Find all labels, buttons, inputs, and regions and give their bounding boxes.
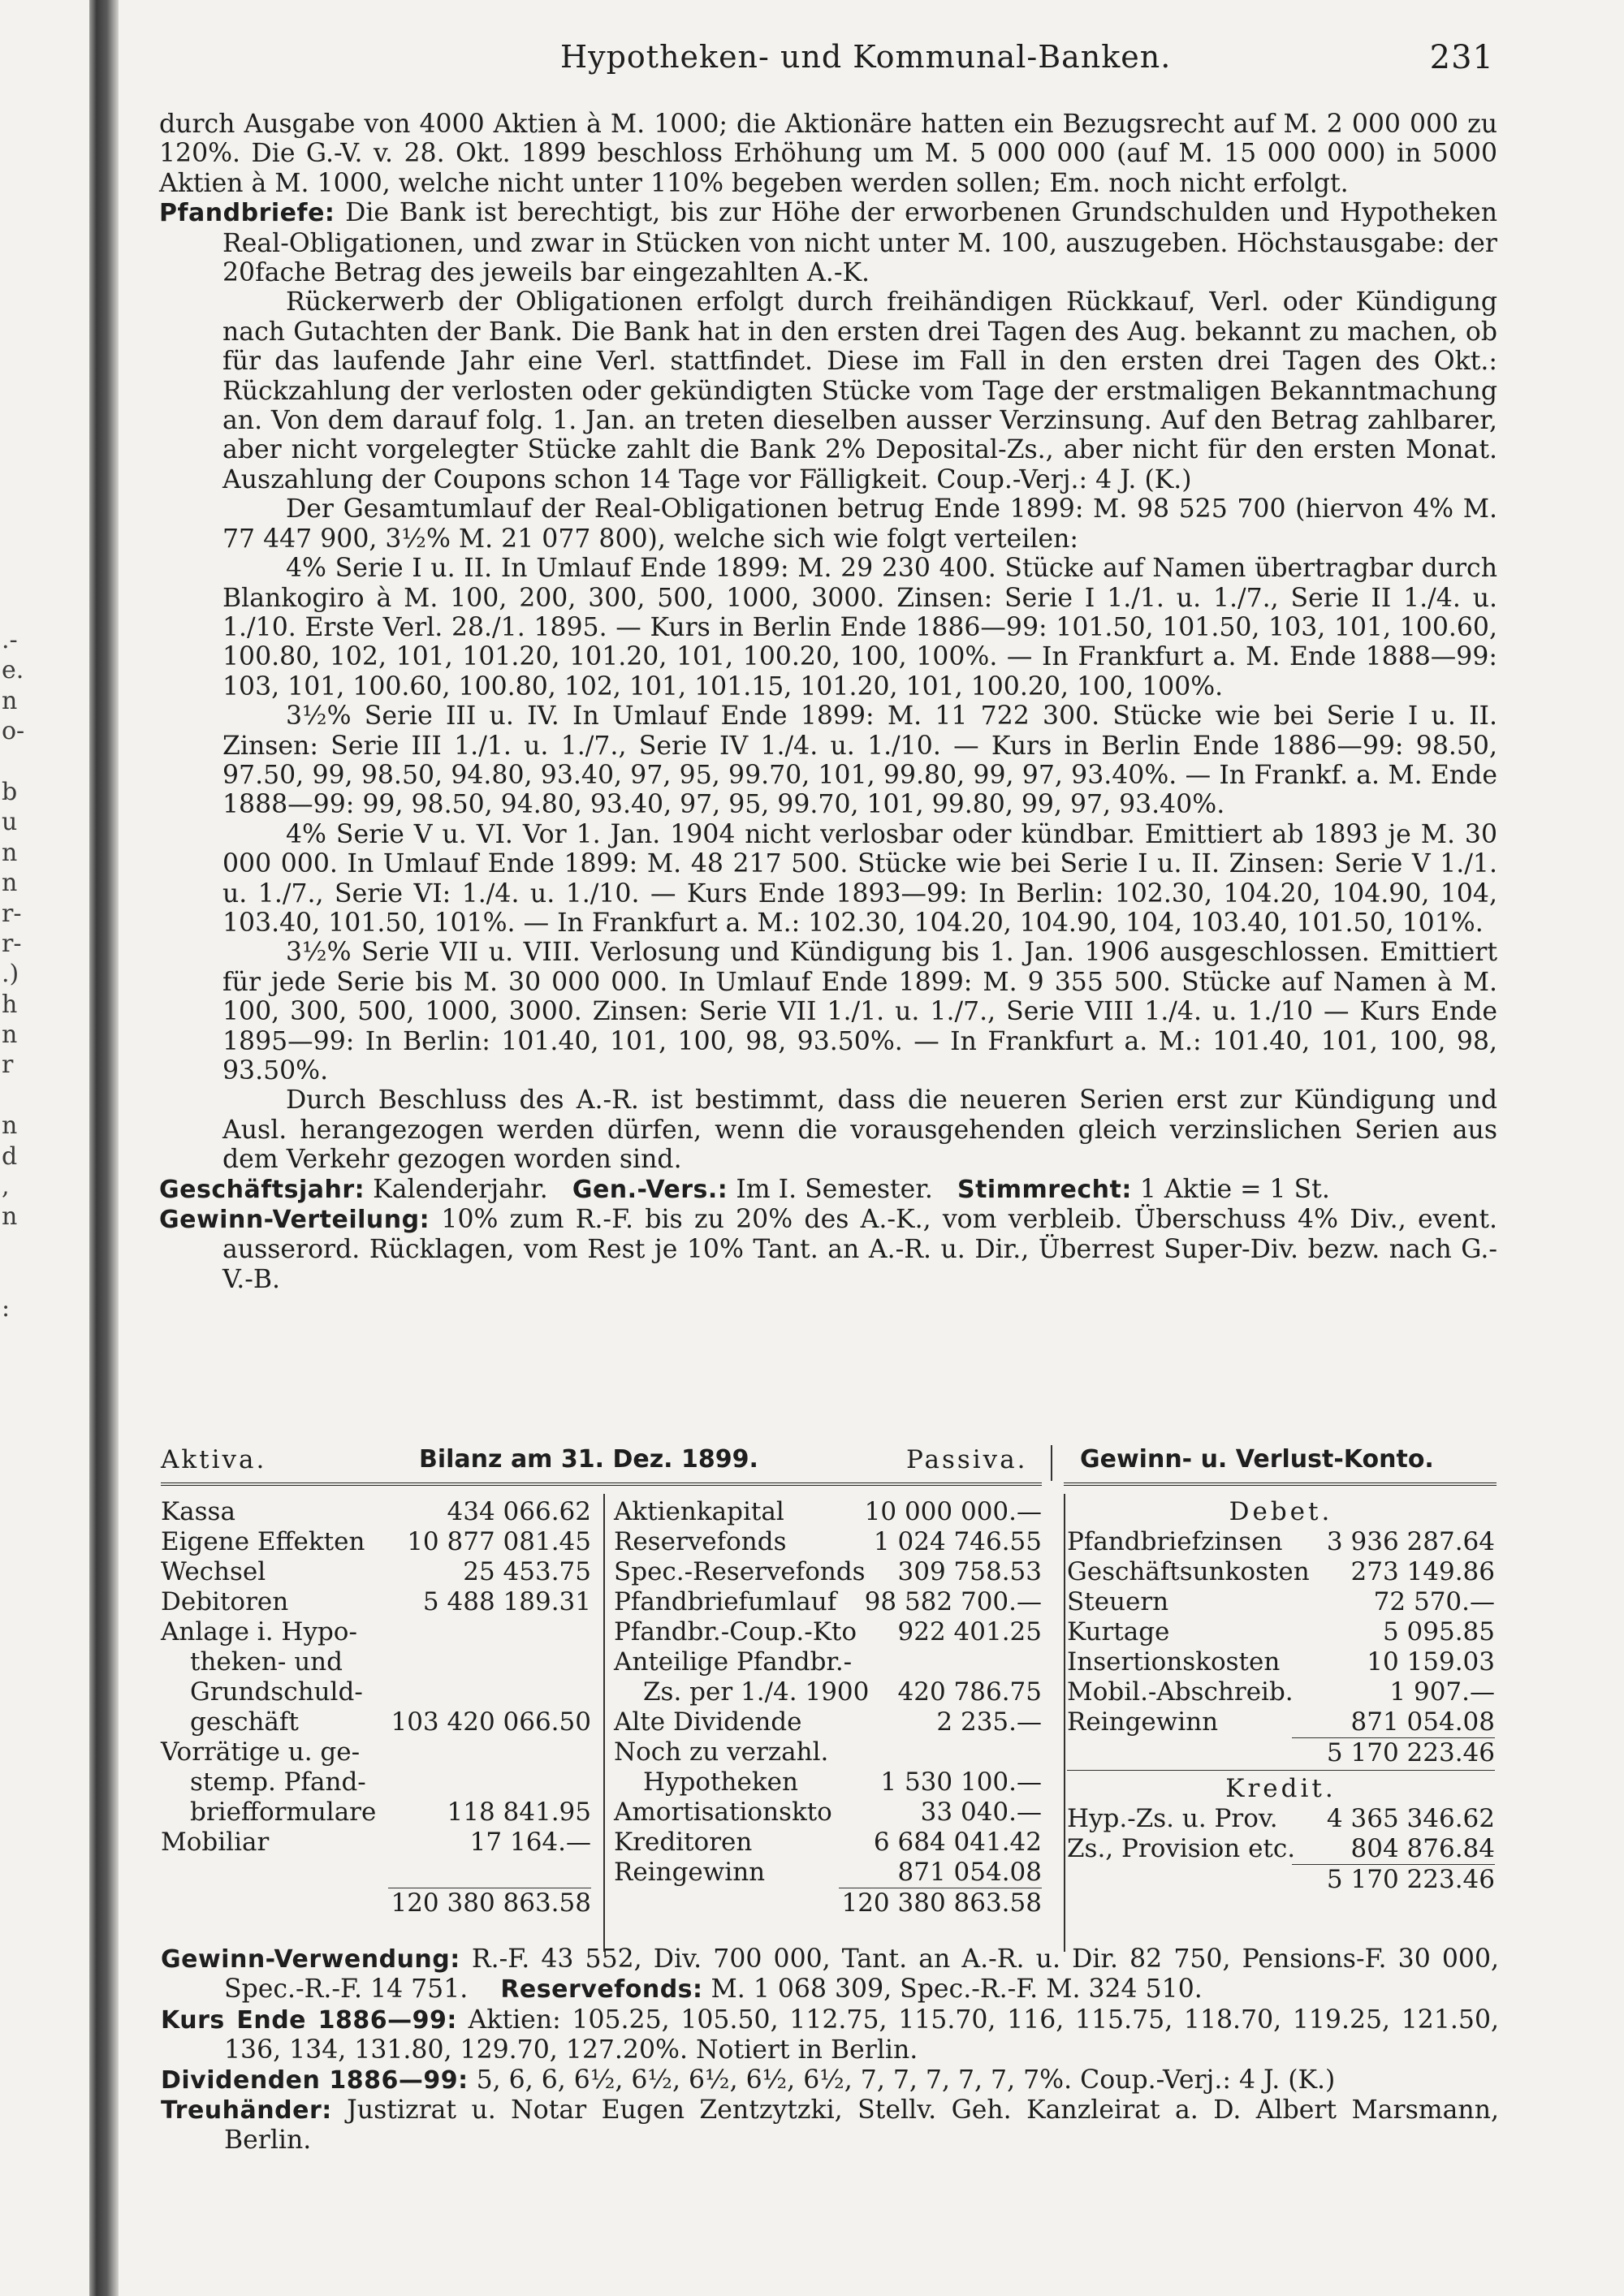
margin-fragment: n bbox=[2, 1202, 18, 1232]
gv-rule bbox=[1064, 1482, 1497, 1486]
aktiva-row bbox=[161, 1587, 591, 1617]
row-amount: 10 000 000.— bbox=[864, 1497, 1042, 1526]
section-text: 5, 6, 6, 6½, 6½, 6½, 6½, 6½, 7, 7, 7, 7, 7, 7%. Coup.-Verj.: 4 J. (K.) bbox=[476, 2065, 1336, 2095]
paragraph-serie-3: 3½% Serie III u. IV. In Umlauf Ende 1899: M. 11 722 300. Stücke wie bei Serie I u. II. Zinsen: Serie III 1./1. u. 1./7., Serie IV 1./4. u. 1./10. — Kurs in Berlin Ende 1886—99: 98.50, 97.50, 99, 98.50, 94.80, 93.40, 97, 95, 99.70, 101, 99.80, 99, 97, 93.40%. — In Frankf. a. M. Ende 1888—99: 99, 98.50, 94.80, 93.40, 97, 95, 99.70, 101, 99.80, 99, 97, 93.40%. bbox=[222, 701, 1497, 820]
row-label: geschäft bbox=[190, 1707, 299, 1737]
section-text: Justizrat u. Notar Eugen Zentzytzki, Stellv. Geh. Kanzleirat a. D. Albert Marsmann, Berlin. bbox=[224, 2095, 1499, 2156]
row-label: Anteilige Pfandbr.- bbox=[614, 1647, 853, 1677]
passiva-row bbox=[614, 1858, 1042, 1888]
row-label: Reingewinn bbox=[1067, 1707, 1219, 1737]
row-amount: 17 164.— bbox=[469, 1828, 591, 1857]
row-amount: 5 488 189.31 bbox=[422, 1587, 591, 1616]
section-label: Pfandbriefe: bbox=[159, 199, 335, 228]
margin-fragment bbox=[2, 1323, 26, 1353]
debet-row bbox=[1067, 1647, 1495, 1677]
passiva-row bbox=[614, 1527, 1042, 1557]
passiva-label: Passiva. bbox=[906, 1445, 1028, 1474]
section-label: Stimmrecht: bbox=[957, 1175, 1132, 1204]
section-label: Dividenden 1886—99: bbox=[161, 2065, 469, 2095]
passiva-row bbox=[614, 1557, 1042, 1587]
row-label: Pfandbriefzinsen bbox=[1067, 1527, 1283, 1556]
debet-row bbox=[1067, 1587, 1495, 1617]
margin-fragment: h bbox=[2, 990, 18, 1019]
balance-title: Bilanz am 31. Dez. 1899. bbox=[419, 1445, 758, 1474]
aktiva-row bbox=[161, 1497, 591, 1527]
row-amount: 5 170 223.46 bbox=[1326, 1865, 1495, 1894]
section-text: 10% zum R.-F. bis zu 20% des A.-K., vom verbleib. Überschuss 4% Div., event. ausserord. Rücklagen, vom Rest je 10% Tant. an A.-R. u. Dir., Überrest Super-Div. bezw. nach G.-V.-B. bbox=[222, 1205, 1498, 1294]
debet-row bbox=[1067, 1557, 1495, 1587]
passiva-row bbox=[614, 1587, 1042, 1617]
row-label: briefformulare bbox=[190, 1798, 377, 1827]
row-amount: 3 936 287.64 bbox=[1326, 1527, 1495, 1556]
row-amount: 120 380 863.58 bbox=[391, 1888, 591, 1918]
paragraph-treuhaender bbox=[161, 2095, 1499, 2156]
debet-row bbox=[1067, 1707, 1495, 1737]
row-amount: 103 420 066.50 bbox=[391, 1707, 591, 1737]
section-text: Kalenderjahr. bbox=[373, 1174, 548, 1204]
passiva-row bbox=[614, 1767, 1042, 1798]
pfandbrief-details bbox=[159, 287, 1497, 1174]
paragraph-serie-7: 3½% Serie VII u. VIII. Verlosung und Kündigung bis 1. Jan. 1906 ausgeschlossen. Emittiert für jede Serie bis M. 30 000 000. In Umlauf Ende 1899: M. 9 355 500. Stücke auf Namen à M. 100, 300, 500, 1000, 3000. Zinsen: Serie VII 1./1. u. 1./7., Serie VIII 1./4. u. 1./10 — Kurs Ende 1895—99: In Berlin: 101.40, 101, 100, 98, 93.50%. — In Frankfurt a. M.: 101.40, 101, 100, 98, 93.50%. bbox=[222, 938, 1497, 1085]
kredit-row bbox=[1067, 1834, 1495, 1864]
row-label: Zs. per 1./4. 1900 bbox=[643, 1677, 870, 1707]
row-amount: 25 453.75 bbox=[463, 1557, 591, 1586]
row-label: theken- und bbox=[190, 1647, 343, 1677]
paragraph-pfandbriefe bbox=[159, 198, 1497, 287]
row-amount: 120 380 863.58 bbox=[841, 1888, 1042, 1918]
row-label: Reingewinn bbox=[614, 1858, 766, 1887]
paragraph-beschluss: Durch Beschluss des A.-R. ist bestimmt, dass die neueren Serien erst zur Kündigung und Ausl. herangezogen werden dürfen, wenn die vorausgehenden gleich verzinslichen Serien aus dem Verkehr gezogen worden sind. bbox=[222, 1085, 1497, 1175]
row-label: Debitoren bbox=[161, 1587, 289, 1616]
blank-row bbox=[161, 1858, 591, 1888]
kredit-total bbox=[1067, 1865, 1495, 1895]
row-label: Kurtage bbox=[1067, 1617, 1170, 1646]
margin-fragment bbox=[2, 1232, 26, 1262]
section-text: Aktien: 105.25, 105.50, 112.75, 115.70, 116, 115.75, 118.70, 119.25, 121.50, 136, 134, 131.80, 129.70, 127.20%. Notiert in Berlin. bbox=[224, 2005, 1499, 2065]
debet-row bbox=[1067, 1617, 1495, 1647]
margin-fragment: r bbox=[2, 1051, 14, 1080]
aktiva-row bbox=[161, 1677, 591, 1707]
row-label: Steuern bbox=[1067, 1587, 1169, 1616]
gv-column bbox=[1067, 1497, 1495, 1895]
margin-fragment: n bbox=[2, 1111, 18, 1141]
margin-fragment: e. bbox=[2, 656, 24, 685]
margin-fragment bbox=[2, 1262, 26, 1293]
row-amount: 804 876.84 bbox=[1350, 1834, 1495, 1863]
margin-fragment: .) bbox=[2, 960, 19, 989]
aktiva-row bbox=[161, 1828, 591, 1858]
row-label: Reservefonds bbox=[614, 1527, 787, 1556]
section-text: 1 Aktie = 1 St. bbox=[1139, 1174, 1330, 1204]
aktiva-label: Aktiva. bbox=[161, 1445, 267, 1474]
row-amount: 922 401.25 bbox=[897, 1617, 1042, 1646]
aktiva-row bbox=[161, 1527, 591, 1557]
margin-fragment: b bbox=[2, 777, 18, 806]
passiva-row bbox=[614, 1828, 1042, 1858]
section-label: Treuhänder: bbox=[161, 2096, 332, 2126]
row-label: Noch zu verzahl. bbox=[614, 1737, 829, 1767]
row-amount: 5 095.85 bbox=[1382, 1617, 1495, 1646]
margin-fragment: n bbox=[2, 1021, 18, 1050]
paragraph-geschaeftsjahr bbox=[159, 1175, 1497, 1205]
row-amount: 118 841.95 bbox=[447, 1798, 591, 1827]
header-divider bbox=[1051, 1445, 1052, 1481]
debet-total bbox=[1067, 1738, 1495, 1768]
section-label: Gewinn-Verteilung: bbox=[159, 1206, 430, 1235]
article-body bbox=[159, 110, 1497, 1294]
row-amount: 1 024 746.55 bbox=[873, 1527, 1042, 1556]
footer-notes bbox=[161, 1944, 1499, 2156]
margin-fragment: o- bbox=[2, 717, 25, 746]
row-amount: 420 786.75 bbox=[897, 1677, 1042, 1707]
facing-page-fragments bbox=[2, 625, 26, 1353]
aktiva-row bbox=[161, 1557, 591, 1587]
row-amount: 33 040.— bbox=[920, 1798, 1042, 1827]
paragraph-gesamtumlauf: Der Gesamtumlauf der Real-Obligationen betrug Ende 1899: M. 98 525 700 (hiervon 4% M. 77 447 900, 3½% M. 21 077 800), welche sich wie folgt verteilen: bbox=[222, 494, 1497, 554]
paragraph-kurs bbox=[161, 2005, 1499, 2065]
row-amount: 2 235.— bbox=[936, 1707, 1042, 1737]
aktiva-row bbox=[161, 1617, 591, 1647]
row-amount: 72 570.— bbox=[1373, 1587, 1495, 1616]
debet-row bbox=[1067, 1527, 1495, 1557]
row-label: Hypotheken bbox=[643, 1767, 798, 1797]
section-label: Kurs Ende 1886—99: bbox=[161, 2005, 457, 2035]
row-amount: 10 159.03 bbox=[1367, 1647, 1495, 1677]
row-label: Kreditoren bbox=[614, 1828, 753, 1857]
aktiva-column bbox=[161, 1497, 591, 1918]
page-header bbox=[162, 39, 1494, 80]
row-label: Geschäftsunkosten bbox=[1067, 1557, 1310, 1586]
margin-fragment: n bbox=[2, 869, 18, 898]
gv-separator bbox=[1067, 1770, 1495, 1771]
aktiva-row bbox=[161, 1707, 591, 1737]
row-label: Kassa bbox=[161, 1497, 235, 1526]
margin-fragment: n bbox=[2, 686, 18, 715]
row-label: Aktienkapital bbox=[614, 1497, 784, 1526]
paragraph-rueckerwerb: Rückerwerb der Obligationen erfolgt durch freihändigen Rückkauf, Verl. oder Kündigung nach Gutachten der Bank. Die Bank hat in den ersten drei Tagen des Aug. bekannt zu machen, ob für das laufende Jahr eine Verl. stattfindet. Diese im Fall in den ersten drei Tagen des Okt.: Rückzahlung der verlosten oder gekündigten Stücke vom Tage der erstmaligen Bekanntmachung an. Von dem darauf folg. 1. Jan. an treten dieselben ausser Verzinsung. Auf den Betrag zahlbarer, aber nicht vorgelegter Stücke zahlt die Bank 2% Deposital-Zs., aber nicht für den ersten Monat. Auszahlung der Coupons schon 14 Tage vor Fälligkeit. Coup.-Verj.: 4 J. (K.) bbox=[222, 287, 1497, 494]
section-label: Reservefonds: bbox=[500, 1975, 703, 2005]
section-text: R.-F. 43 552, Div. 700 000, Tant. an A.-R. u. Dir. 82 750, Pensions-F. 30 000, Spec.-R.-F. 14 751. bbox=[224, 1944, 1499, 2005]
row-amount: 4 365 346.62 bbox=[1326, 1804, 1495, 1833]
paragraph-gewinn-verteilung bbox=[159, 1205, 1497, 1294]
margin-fragment: r- bbox=[2, 929, 22, 958]
section-text: Die Bank ist berechtigt, bis zur Höhe der erworbenen Grundschulden und Hypotheken Real-Obligationen, und zwar in Stücken von nicht unter M. 100, auszugeben. Höchstausgabe: der 20fache Betrag des jeweils bar eingezahlten A.-K. bbox=[222, 198, 1497, 288]
row-amount: 6 684 041.42 bbox=[873, 1828, 1042, 1857]
row-amount: 434 066.62 bbox=[447, 1497, 591, 1526]
aktiva-total bbox=[161, 1888, 591, 1918]
row-label: Hyp.-Zs. u. Prov. bbox=[1067, 1804, 1278, 1833]
book-spine-shadow bbox=[89, 0, 119, 2296]
passiva-row bbox=[614, 1617, 1042, 1647]
balance-rule bbox=[161, 1482, 1042, 1486]
row-label: Eigene Effekten bbox=[161, 1527, 365, 1556]
row-label: stemp. Pfand- bbox=[190, 1767, 366, 1797]
row-amount: 871 054.08 bbox=[1350, 1707, 1495, 1737]
page-number: 231 bbox=[1429, 39, 1494, 76]
paragraph-capital: durch Ausgabe von 4000 Aktien à M. 1000; die Aktionäre hatten ein Bezugsrecht auf M. 2 000 000 zu 120%. Die G.-V. v. 28. Okt. 1899 beschloss Erhöhung um M. 5 000 000 (auf M. 15 000 000) in 5000 Aktien à M. 1000, welche nicht unter 110% begeben werden sollen; Em. noch nicht erfolgt. bbox=[159, 110, 1497, 198]
margin-fragment: n bbox=[2, 838, 18, 867]
passiva-total bbox=[614, 1888, 1042, 1918]
row-label: Pfandbr.-Coup.-Kto bbox=[614, 1617, 857, 1646]
row-label: Alte Dividende bbox=[614, 1707, 802, 1737]
row-amount: 98 582 700.— bbox=[864, 1587, 1042, 1616]
margin-fragment: , bbox=[2, 1172, 10, 1202]
row-amount: 1 907.— bbox=[1389, 1677, 1495, 1707]
passiva-row bbox=[614, 1497, 1042, 1527]
row-amount: 10 877 081.45 bbox=[407, 1527, 591, 1556]
row-label: Insertionskosten bbox=[1067, 1647, 1281, 1677]
row-label: Anlage i. Hypo- bbox=[161, 1617, 357, 1646]
row-label: Vorrätige u. ge- bbox=[161, 1737, 361, 1767]
aktiva-row bbox=[161, 1737, 591, 1767]
passiva-row bbox=[614, 1707, 1042, 1737]
aktiva-row bbox=[161, 1798, 591, 1828]
margin-fragment: d bbox=[2, 1142, 18, 1171]
aktiva-passiva-divider bbox=[603, 1494, 605, 1952]
aktiva-row bbox=[161, 1767, 591, 1798]
margin-fragment bbox=[2, 1081, 26, 1111]
debet-row bbox=[1067, 1677, 1495, 1707]
row-label: Grundschuld- bbox=[190, 1677, 363, 1707]
aktiva-row bbox=[161, 1647, 591, 1677]
passiva-row bbox=[614, 1647, 1042, 1677]
margin-fragment: : bbox=[2, 1293, 11, 1323]
passiva-row bbox=[614, 1677, 1042, 1707]
row-label: Mobil.-Abschreib. bbox=[1067, 1677, 1294, 1707]
paragraph-gewinn-verwendung bbox=[161, 1944, 1499, 2005]
row-amount: 871 054.08 bbox=[897, 1858, 1042, 1887]
section-text: Im I. Semester. bbox=[736, 1174, 933, 1204]
debet-heading: Debet. bbox=[1229, 1497, 1333, 1526]
row-label: Wechsel bbox=[161, 1557, 266, 1586]
margin-fragment: u bbox=[2, 808, 18, 837]
section-text: M. 1 068 309, Spec.-R.-F. M. 324 510. bbox=[710, 1974, 1203, 2005]
running-title: Hypotheken- und Kommunal-Banken. bbox=[560, 39, 1172, 75]
row-label: Zs., Provision etc. bbox=[1067, 1834, 1296, 1863]
row-label: Spec.-Reservefonds bbox=[614, 1557, 866, 1586]
paragraph-dividenden bbox=[161, 2065, 1499, 2095]
paragraph-serie-5: 4% Serie V u. VI. Vor 1. Jan. 1904 nicht verlosbar oder kündbar. Emittiert ab 1893 je M. 30 000 000. In Umlauf Ende 1899: M. 48 217 500. Stücke wie bei Serie I u. II. Zinsen: Serie V 1./1. u. 1./7., Serie VI: 1./4. u. 1./10. — Kurs Ende 1893—99: In Berlin: 102.30, 104.20, 104.90, 104, 103.40, 101.50, 101%. — In Frankfurt a. M.: 102.30, 104.20, 104.90, 104, 103.40, 101.50, 101%. bbox=[222, 819, 1497, 938]
kredit-row bbox=[1067, 1804, 1495, 1834]
row-label: Mobiliar bbox=[161, 1828, 270, 1857]
paragraph-serie-1: 4% Serie I u. II. In Umlauf Ende 1899: M. 29 230 400. Stücke auf Namen übertragbar durch Blankogiro à M. 100, 200, 300, 500, 1000, 3000. Zinsen: Serie I 1./1. u. 1./7., Serie II 1./4. u. 1./10. Erste Verl. 28./1. 1895. — Kurs in Berlin Ende 1886—99: 101.50, 101.50, 103, 101, 100.60, 100.80, 102, 101, 101.20, 101.20, 101, 100.20, 100, 100%. — In Frankfurt a. M. Ende 1888—99: 103, 101, 100.60, 100.80, 102, 101, 101.15, 101.20, 101, 100.20, 100, 100%. bbox=[222, 554, 1497, 701]
section-label: Geschäftsjahr: bbox=[159, 1175, 365, 1204]
row-amount: 5 170 223.46 bbox=[1326, 1738, 1495, 1767]
balance-gv-divider bbox=[1064, 1494, 1065, 1952]
passiva-column bbox=[614, 1497, 1042, 1918]
margin-fragment: .- bbox=[2, 626, 18, 654]
gv-konto-title: Gewinn- u. Verlust-Konto. bbox=[1080, 1445, 1434, 1474]
passiva-row bbox=[614, 1798, 1042, 1828]
balance-sheet bbox=[161, 1445, 1497, 1965]
row-amount: 1 530 100.— bbox=[880, 1767, 1042, 1797]
margin-fragment bbox=[2, 747, 26, 777]
margin-fragment: r- bbox=[2, 899, 22, 928]
row-label: Pfandbriefumlauf bbox=[614, 1587, 837, 1616]
row-label: Amortisationskto bbox=[614, 1798, 832, 1827]
section-label: Gewinn-Verwendung: bbox=[161, 1945, 460, 1974]
kredit-heading: Kredit. bbox=[1225, 1774, 1337, 1803]
row-amount: 309 758.53 bbox=[897, 1557, 1042, 1586]
row-amount: 273 149.86 bbox=[1350, 1557, 1495, 1586]
passiva-row bbox=[614, 1737, 1042, 1767]
section-label: Gen.-Vers.: bbox=[572, 1175, 728, 1204]
